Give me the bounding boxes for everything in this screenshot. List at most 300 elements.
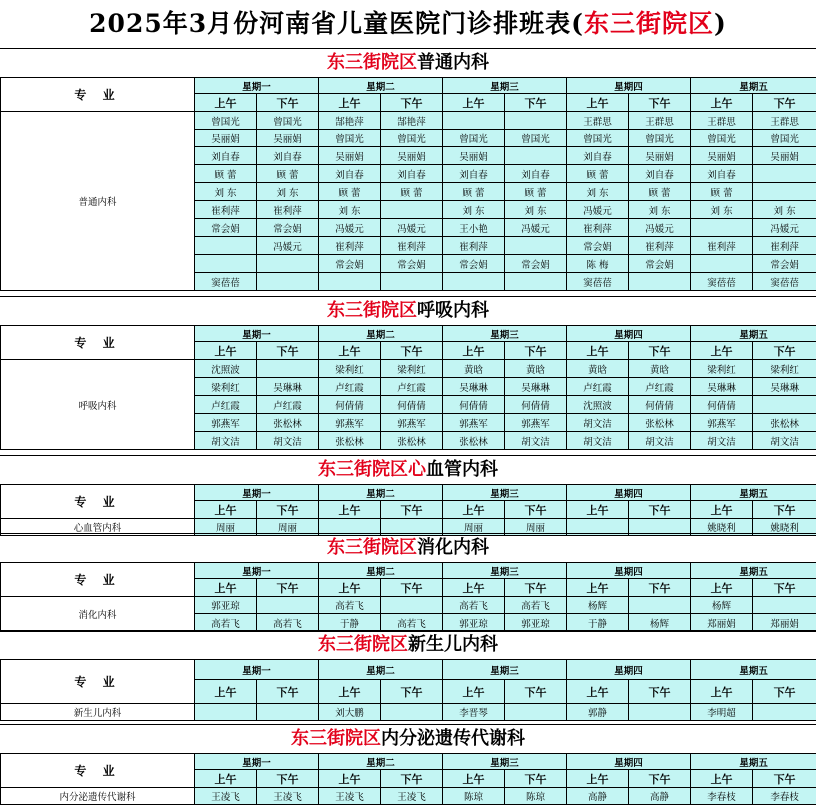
doctor-cell: 姚晓利 [691, 519, 753, 536]
doctor-cell: 冯媛元 [753, 219, 816, 237]
day-header: 星期二 [319, 660, 443, 680]
doctor-cell: 梁利红 [691, 360, 753, 378]
specialty-name: 呼吸内科 [1, 360, 195, 450]
doctor-cell: 何倩倩 [443, 396, 505, 414]
doctor-cell [257, 360, 319, 378]
pm-header: 下午 [505, 94, 567, 112]
doctor-cell: 郭燕军 [195, 414, 257, 432]
doctor-cell: 冯媛元 [505, 219, 567, 237]
day-header: 星期三 [443, 78, 567, 94]
doctor-cell: 刘 东 [443, 201, 505, 219]
doctor-cell: 郭亚琼 [443, 614, 505, 632]
doctor-cell: 李春枝 [753, 788, 816, 805]
doctor-cell: 卢红霞 [257, 396, 319, 414]
title-campus: 东三街院区 [584, 9, 714, 38]
doctor-cell: 顾 蕾 [381, 183, 443, 201]
doctor-cell [691, 255, 753, 273]
day-header: 星期五 [691, 78, 816, 94]
doctor-cell: 胡文洁 [753, 432, 816, 450]
doctor-cell: 常会娟 [319, 255, 381, 273]
doctor-cell: 胡文洁 [195, 432, 257, 450]
doctor-cell [629, 704, 691, 721]
pm-header: 下午 [257, 94, 319, 112]
pm-header: 下午 [505, 501, 567, 519]
doctor-cell: 刘 东 [505, 201, 567, 219]
doctor-cell: 胡文洁 [567, 414, 629, 432]
schedule-table [0, 484, 816, 536]
am-header: 上午 [443, 94, 505, 112]
doctor-cell: 黄晗 [629, 360, 691, 378]
doctor-cell: 张松林 [753, 414, 816, 432]
doctor-cell [257, 255, 319, 273]
am-header: 上午 [567, 94, 629, 112]
doctor-cell: 于静 [567, 614, 629, 632]
specialty-header: 专 业 [1, 78, 195, 112]
doctor-cell: 崔利萍 [381, 237, 443, 255]
doctor-cell: 卢红霞 [195, 396, 257, 414]
doctor-cell: 顾 蕾 [505, 183, 567, 201]
pm-header: 下午 [753, 680, 816, 704]
section-campus: 东三街院区 [327, 300, 417, 321]
pm-header: 下午 [753, 770, 816, 788]
day-header: 星期三 [443, 563, 567, 579]
doctor-cell: 窦蓓蓓 [567, 273, 629, 291]
doctor-cell [381, 704, 443, 721]
doctor-cell: 崔利萍 [753, 237, 816, 255]
am-header: 上午 [567, 770, 629, 788]
section-campus: 东三街院区 [318, 634, 408, 655]
doctor-cell: 常会娟 [381, 255, 443, 273]
specialty-header: 专 业 [1, 660, 195, 704]
doctor-cell: 沈照波 [567, 396, 629, 414]
doctor-cell: 曾国光 [257, 112, 319, 130]
doctor-cell: 王群思 [567, 112, 629, 130]
doctor-cell: 窦蓓蓓 [753, 273, 816, 291]
doctor-cell: 常会娟 [753, 255, 816, 273]
doctor-cell: 刘自春 [629, 165, 691, 183]
doctor-cell: 周丽 [195, 519, 257, 536]
doctor-cell: 刘 东 [753, 201, 816, 219]
day-header: 星期五 [691, 326, 816, 342]
pm-header: 下午 [505, 770, 567, 788]
doctor-cell: 崔利萍 [629, 237, 691, 255]
doctor-cell: 吴丽娟 [629, 147, 691, 165]
am-header: 上午 [195, 680, 257, 704]
doctor-cell: 卢红霞 [319, 378, 381, 396]
doctor-cell [443, 273, 505, 291]
doctor-cell: 吴丽娟 [753, 147, 816, 165]
section-campus: 东三街院区 [327, 537, 417, 558]
doctor-cell [195, 237, 257, 255]
doctor-cell: 郭亚琼 [195, 597, 257, 614]
doctor-cell: 姚晓利 [753, 519, 816, 536]
doctor-cell: 杨辉 [629, 614, 691, 632]
doctor-cell [753, 704, 816, 721]
day-header-row [1, 660, 816, 680]
specialty-header: 专 业 [1, 563, 195, 597]
am-header: 上午 [567, 342, 629, 360]
doctor-cell: 于静 [319, 614, 381, 632]
day-header: 星期五 [691, 660, 816, 680]
doctor-cell: 郑丽娟 [691, 614, 753, 632]
doctor-cell: 张松林 [319, 432, 381, 450]
day-header: 星期五 [691, 563, 816, 579]
section-dept: 新生儿内科 [408, 634, 498, 655]
doctor-cell [505, 237, 567, 255]
doctor-cell: 常会娟 [443, 255, 505, 273]
doctor-cell: 冯媛元 [319, 219, 381, 237]
day-header: 星期二 [319, 563, 443, 579]
section-dept: 血管内科 [426, 459, 498, 480]
doctor-cell: 郭燕军 [319, 414, 381, 432]
section-campus: 东三街院区 [327, 52, 417, 73]
doctor-cell: 刘自春 [195, 147, 257, 165]
pm-header: 下午 [629, 342, 691, 360]
doctor-cell: 常会娟 [629, 255, 691, 273]
specialty-name: 消化内科 [1, 597, 195, 632]
doctor-cell: 顾 蕾 [691, 183, 753, 201]
doctor-cell: 吴丽娟 [381, 147, 443, 165]
section-6 [0, 724, 816, 805]
section-5 [0, 630, 816, 721]
doctor-cell: 崔利萍 [443, 237, 505, 255]
section-4 [0, 533, 816, 632]
doctor-cell: 冯媛元 [567, 201, 629, 219]
pm-header: 下午 [381, 770, 443, 788]
doctor-cell: 张松林 [381, 432, 443, 450]
doctor-cell: 冯媛元 [381, 219, 443, 237]
specialty-name: 普通内科 [1, 112, 195, 291]
doctor-cell: 李晋琴 [443, 704, 505, 721]
title-suffix: ) [714, 9, 727, 38]
doctor-cell: 王群思 [629, 112, 691, 130]
doctor-cell: 杨辉 [567, 597, 629, 614]
day-header: 星期一 [195, 563, 319, 579]
doctor-cell: 高若飞 [195, 614, 257, 632]
doctor-cell: 王凌飞 [257, 788, 319, 805]
doctor-cell: 杨辉 [691, 597, 753, 614]
am-header: 上午 [691, 579, 753, 597]
schedule-table [0, 659, 816, 721]
pm-header: 下午 [629, 680, 691, 704]
doctor-cell: 王凌飞 [195, 788, 257, 805]
doctor-cell: 张松林 [443, 432, 505, 450]
day-header: 星期一 [195, 660, 319, 680]
pm-header: 下午 [753, 94, 816, 112]
doctor-cell: 梁利红 [319, 360, 381, 378]
doctor-cell: 刘自春 [381, 165, 443, 183]
doctor-cell: 顾 蕾 [629, 183, 691, 201]
doctor-cell: 顾 蕾 [319, 183, 381, 201]
day-header: 星期四 [567, 563, 691, 579]
doctor-cell: 李明超 [691, 704, 753, 721]
doctor-cell: 吴丽娟 [257, 130, 319, 147]
day-header: 星期一 [195, 485, 319, 501]
day-header: 星期一 [195, 326, 319, 342]
doctor-cell: 吴琳琳 [257, 378, 319, 396]
doctor-cell: 何倩倩 [629, 396, 691, 414]
section-campus: 东三街院区 [291, 728, 381, 749]
doctor-cell: 何倩倩 [691, 396, 753, 414]
doctor-cell: 刘自春 [257, 147, 319, 165]
doctor-cell: 高若飞 [505, 597, 567, 614]
doctor-cell: 郭燕军 [381, 414, 443, 432]
specialty-header: 专 业 [1, 754, 195, 788]
doctor-cell: 常会娟 [505, 255, 567, 273]
day-header: 星期二 [319, 326, 443, 342]
doctor-cell [505, 704, 567, 721]
doctor-cell: 崔利萍 [195, 201, 257, 219]
am-header: 上午 [443, 680, 505, 704]
doctor-cell: 梁利红 [753, 360, 816, 378]
pm-header: 下午 [257, 770, 319, 788]
doctor-cell: 张松林 [257, 414, 319, 432]
doctor-cell [505, 273, 567, 291]
doctor-cell: 曾国光 [505, 130, 567, 147]
doctor-cell: 胡文洁 [257, 432, 319, 450]
doctor-cell: 郭燕军 [691, 414, 753, 432]
doctor-cell: 吴琳琳 [443, 378, 505, 396]
doctor-cell: 陈琼 [505, 788, 567, 805]
day-header: 星期五 [691, 754, 816, 770]
doctor-cell: 顾 蕾 [443, 183, 505, 201]
doctor-cell: 刘 东 [195, 183, 257, 201]
day-header: 星期二 [319, 754, 443, 770]
doctor-cell: 曾国光 [629, 130, 691, 147]
doctor-cell [381, 201, 443, 219]
pm-header: 下午 [257, 342, 319, 360]
doctor-row [1, 704, 816, 721]
doctor-cell: 郜艳萍 [381, 112, 443, 130]
section-dept: 消化内科 [417, 537, 489, 558]
doctor-cell: 王群思 [691, 112, 753, 130]
doctor-cell [381, 597, 443, 614]
doctor-cell: 王群思 [753, 112, 816, 130]
doctor-cell: 曾国光 [319, 130, 381, 147]
day-header: 星期二 [319, 78, 443, 94]
am-header: 上午 [319, 94, 381, 112]
doctor-cell: 常会娟 [567, 237, 629, 255]
doctor-cell: 何倩倩 [319, 396, 381, 414]
day-header: 星期四 [567, 78, 691, 94]
doctor-cell: 吴琳琳 [753, 378, 816, 396]
doctor-cell: 曾国光 [195, 112, 257, 130]
doctor-cell [443, 112, 505, 130]
pm-header: 下午 [257, 680, 319, 704]
doctor-row [1, 788, 816, 805]
day-header: 星期一 [195, 754, 319, 770]
doctor-cell: 郭亚琼 [505, 614, 567, 632]
doctor-cell: 高若飞 [381, 614, 443, 632]
pm-header: 下午 [381, 680, 443, 704]
am-header: 上午 [443, 770, 505, 788]
am-header: 上午 [319, 501, 381, 519]
pm-header: 下午 [381, 342, 443, 360]
am-header: 上午 [443, 501, 505, 519]
title-prefix: 2025年3月份河南省儿童医院门诊排班表( [89, 9, 584, 38]
doctor-cell: 吴丽娟 [691, 147, 753, 165]
doctor-cell: 顾 蕾 [567, 165, 629, 183]
doctor-cell: 胡文洁 [567, 432, 629, 450]
doctor-cell: 周丽 [505, 519, 567, 536]
doctor-cell: 刘自春 [505, 165, 567, 183]
doctor-cell [753, 165, 816, 183]
doctor-cell: 胡文洁 [505, 432, 567, 450]
doctor-cell: 高若飞 [319, 597, 381, 614]
day-header: 星期三 [443, 326, 567, 342]
am-header: 上午 [195, 501, 257, 519]
pm-header: 下午 [257, 579, 319, 597]
page-title [0, 0, 816, 48]
doctor-cell: 高静 [629, 788, 691, 805]
doctor-cell: 曾国光 [381, 130, 443, 147]
doctor-cell: 郭静 [567, 704, 629, 721]
doctor-cell [381, 273, 443, 291]
day-header-row [1, 563, 816, 579]
specialty-name: 心血管内科 [1, 519, 195, 536]
doctor-cell: 吴琳琳 [691, 378, 753, 396]
doctor-cell: 黄晗 [443, 360, 505, 378]
doctor-cell: 高静 [567, 788, 629, 805]
schedule-table [0, 77, 816, 291]
doctor-cell: 刘大鹏 [319, 704, 381, 721]
doctor-cell: 刘 东 [319, 201, 381, 219]
am-header: 上午 [195, 342, 257, 360]
doctor-cell: 陈 梅 [567, 255, 629, 273]
pm-header: 下午 [381, 501, 443, 519]
section-title [0, 297, 816, 325]
doctor-cell: 郑丽娟 [753, 614, 816, 632]
day-header: 星期三 [443, 754, 567, 770]
section-dept: 普通内科 [417, 52, 489, 73]
doctor-cell: 曾国光 [443, 130, 505, 147]
pm-header: 下午 [257, 501, 319, 519]
doctor-cell [753, 183, 816, 201]
am-header: 上午 [195, 579, 257, 597]
doctor-cell: 刘 东 [691, 201, 753, 219]
am-header: 上午 [691, 501, 753, 519]
doctor-cell: 王凌飞 [319, 788, 381, 805]
am-header: 上午 [567, 579, 629, 597]
day-header: 星期一 [195, 78, 319, 94]
doctor-cell: 卢红霞 [629, 378, 691, 396]
doctor-row [1, 112, 816, 130]
doctor-cell: 吴琳琳 [505, 378, 567, 396]
doctor-cell: 刘自春 [567, 147, 629, 165]
doctor-cell: 胡文洁 [691, 432, 753, 450]
section-2 [0, 296, 816, 450]
day-header-row [1, 326, 816, 342]
doctor-cell: 王小艳 [443, 219, 505, 237]
doctor-cell: 卢红霞 [381, 378, 443, 396]
am-header: 上午 [691, 342, 753, 360]
am-header: 上午 [319, 342, 381, 360]
am-header: 上午 [567, 501, 629, 519]
day-header: 星期三 [443, 660, 567, 680]
doctor-cell: 刘 东 [629, 201, 691, 219]
doctor-cell [319, 273, 381, 291]
doctor-cell: 何倩倩 [505, 396, 567, 414]
day-header: 星期三 [443, 485, 567, 501]
doctor-cell: 冯媛元 [629, 219, 691, 237]
doctor-cell: 郜艳萍 [319, 112, 381, 130]
pm-header: 下午 [629, 579, 691, 597]
doctor-cell: 梁利红 [195, 378, 257, 396]
pm-header: 下午 [629, 770, 691, 788]
day-header-row [1, 485, 816, 501]
section-dept: 内分泌遗传代谢科 [381, 728, 525, 749]
specialty-name: 新生儿内科 [1, 704, 195, 721]
doctor-cell: 何倩倩 [381, 396, 443, 414]
section-title [0, 534, 816, 562]
doctor-cell: 顾 蕾 [257, 165, 319, 183]
doctor-cell: 常会娟 [195, 219, 257, 237]
doctor-cell: 沈照波 [195, 360, 257, 378]
section-3 [0, 455, 816, 536]
am-header: 上午 [443, 342, 505, 360]
doctor-row [1, 597, 816, 614]
am-header: 上午 [195, 770, 257, 788]
am-header: 上午 [691, 94, 753, 112]
doctor-cell: 周丽 [257, 519, 319, 536]
doctor-cell: 冯媛元 [257, 237, 319, 255]
doctor-cell: 胡文洁 [629, 432, 691, 450]
doctor-cell: 窦蓓蓓 [691, 273, 753, 291]
schedule-table [0, 753, 816, 805]
doctor-cell [629, 273, 691, 291]
day-header-row [1, 78, 816, 94]
doctor-cell: 刘 东 [257, 183, 319, 201]
day-header: 星期五 [691, 485, 816, 501]
specialty-header: 专 业 [1, 485, 195, 519]
doctor-cell [195, 704, 257, 721]
doctor-cell: 李春枝 [691, 788, 753, 805]
doctor-cell [257, 597, 319, 614]
doctor-cell: 崔利萍 [319, 237, 381, 255]
doctor-cell [257, 273, 319, 291]
doctor-cell: 王凌飞 [381, 788, 443, 805]
doctor-cell: 郭燕军 [505, 414, 567, 432]
doctor-cell: 崔利萍 [691, 237, 753, 255]
doctor-cell: 黄晗 [567, 360, 629, 378]
section-title [0, 725, 816, 753]
pm-header: 下午 [505, 680, 567, 704]
doctor-cell [753, 597, 816, 614]
doctor-cell: 崔利萍 [567, 219, 629, 237]
doctor-cell: 梁利红 [381, 360, 443, 378]
pm-header: 下午 [753, 501, 816, 519]
doctor-cell: 窦蓓蓓 [195, 273, 257, 291]
section-dept: 呼吸内科 [417, 300, 489, 321]
pm-header: 下午 [629, 501, 691, 519]
day-header: 星期二 [319, 485, 443, 501]
doctor-cell [691, 219, 753, 237]
doctor-cell: 张松林 [629, 414, 691, 432]
pm-header: 下午 [505, 579, 567, 597]
am-header: 上午 [195, 94, 257, 112]
doctor-cell: 郭燕军 [443, 414, 505, 432]
doctor-cell: 刘 东 [567, 183, 629, 201]
doctor-cell: 卢红霞 [567, 378, 629, 396]
doctor-cell: 周丽 [443, 519, 505, 536]
doctor-cell [505, 147, 567, 165]
doctor-cell: 曾国光 [691, 130, 753, 147]
am-header: 上午 [319, 770, 381, 788]
doctor-cell: 曾国光 [567, 130, 629, 147]
doctor-cell: 曾国光 [753, 130, 816, 147]
day-header: 星期四 [567, 485, 691, 501]
doctor-cell [257, 704, 319, 721]
